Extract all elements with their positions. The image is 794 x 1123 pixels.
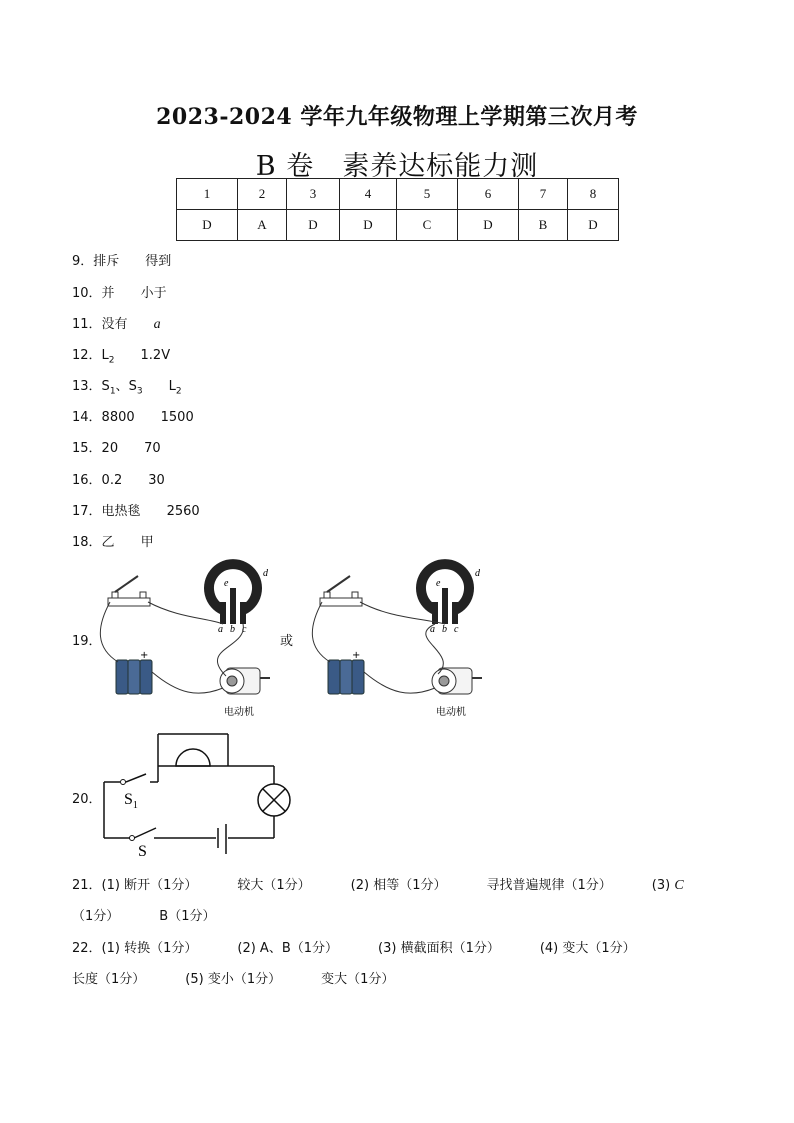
or-label: 或 xyxy=(280,634,294,649)
answer-text: 并 xyxy=(101,286,115,301)
question-number: 11． xyxy=(72,317,102,332)
answer-line-21 xyxy=(72,874,684,894)
svg-text:a: a xyxy=(218,624,223,635)
svg-text:a: a xyxy=(430,624,435,635)
table-cell: 8 xyxy=(568,179,619,210)
answer-text: 1500 xyxy=(160,410,194,425)
svg-text:电动机: 电动机 xyxy=(436,707,466,718)
switch-icon xyxy=(320,576,362,606)
table-cell: D xyxy=(340,210,397,241)
answer-text: $L_2$ xyxy=(168,379,182,397)
answer-line-17 xyxy=(72,500,200,519)
answer-text: 21．(1) 断开（1分） xyxy=(72,878,198,893)
answer-line-21b xyxy=(72,905,215,924)
answer-table xyxy=(176,178,619,241)
answer-line-12 xyxy=(72,344,170,366)
question-number: 14． xyxy=(72,410,102,425)
table-cell: 7 xyxy=(519,179,568,210)
circuit-figure-1 xyxy=(98,558,278,718)
answer-text: 22．(1) 转换（1分） xyxy=(72,941,198,956)
svg-text:+: + xyxy=(352,650,361,661)
potentiometer-icon xyxy=(421,564,481,635)
table-cell: D xyxy=(458,210,519,241)
answer-text: 排斥 xyxy=(93,254,120,269)
svg-text:电动机: 电动机 xyxy=(224,707,254,718)
question-number: 15． xyxy=(72,441,102,456)
answer-text: （1分） xyxy=(72,909,120,924)
lamp-icon xyxy=(258,784,290,816)
answer-text: 70 xyxy=(144,441,161,456)
table-cell: 6 xyxy=(458,179,519,210)
answer-line-18 xyxy=(72,531,154,550)
table-cell: B xyxy=(519,210,568,241)
page-subtitle: B 卷 素养达标能力测 xyxy=(255,151,539,182)
answer-text: (2) A、B（1分） xyxy=(237,941,339,956)
motor-icon xyxy=(432,668,482,718)
answer-text: 小于 xyxy=(140,286,167,301)
battery-icon xyxy=(116,650,152,694)
question-number: 19． xyxy=(72,634,102,649)
question-number: 12． xyxy=(72,348,102,363)
question-number: 13． xyxy=(72,379,102,394)
battery-icon xyxy=(328,650,364,694)
circuit-diagram-20 xyxy=(98,728,310,862)
answer-line-9 xyxy=(72,250,171,269)
answer-text: 1.2V xyxy=(140,348,171,363)
answer-text: 电热毯 xyxy=(101,504,141,519)
battery-symbol-icon xyxy=(218,824,226,854)
svg-text:b: b xyxy=(230,624,235,635)
answer-text: 寻找普遍规律（1分） xyxy=(486,878,612,893)
table-cell: 1 xyxy=(177,179,238,210)
answer-line-10 xyxy=(72,282,167,301)
answer-text: 得到 xyxy=(145,254,172,269)
question-number: 10． xyxy=(72,286,102,301)
svg-text:d: d xyxy=(263,568,268,579)
answer-line-14 xyxy=(72,406,194,425)
answer-text: 较大（1分） xyxy=(237,878,311,893)
answer-text: 甲 xyxy=(140,535,154,550)
answer-line-13 xyxy=(72,375,182,397)
answer-text: (4) 变大（1分） xyxy=(539,941,636,956)
answer-line-11 xyxy=(72,313,161,333)
answer-line-22 xyxy=(72,937,636,956)
question-number: 18． xyxy=(72,535,102,550)
answer-text: B（1分） xyxy=(159,909,216,924)
table-cell: D xyxy=(568,210,619,241)
table-row-answers xyxy=(177,210,619,241)
svg-text:e: e xyxy=(224,578,229,589)
answer-text: 没有 xyxy=(101,317,128,332)
table-cell: 2 xyxy=(238,179,287,210)
question-number: 17． xyxy=(72,504,102,519)
potentiometer-icon xyxy=(209,564,269,635)
answer-text: 0.2 xyxy=(101,473,123,488)
answer-text: $L_2$ xyxy=(101,348,115,366)
question-number: 9． xyxy=(72,254,94,269)
answer-line-16 xyxy=(72,469,165,488)
table-cell: D xyxy=(287,210,340,241)
table-cell: 5 xyxy=(397,179,458,210)
circuit-figure-2 xyxy=(310,558,490,718)
answer-text: 30 xyxy=(148,473,165,488)
answer-text: 乙 xyxy=(101,535,115,550)
answer-text: C xyxy=(674,878,684,893)
svg-text:c: c xyxy=(242,624,247,635)
answer-line-15 xyxy=(72,437,161,456)
answer-text: (3) xyxy=(651,878,671,893)
table-row-numbers xyxy=(177,179,619,210)
answer-text: 2560 xyxy=(166,504,200,519)
switch-icon xyxy=(108,576,150,606)
svg-text:c: c xyxy=(454,624,459,635)
answer-text: 20 xyxy=(101,441,119,456)
svg-text:d: d xyxy=(475,568,480,579)
svg-text:e: e xyxy=(436,578,441,589)
answer-text: 8800 xyxy=(101,410,135,425)
svg-text:b: b xyxy=(442,624,447,635)
answer-text: a xyxy=(153,317,161,332)
question-number: 16． xyxy=(72,473,102,488)
motor-icon xyxy=(220,668,270,718)
answer-text: (5) 变小（1分） xyxy=(185,972,282,987)
table-cell: 4 xyxy=(340,179,397,210)
answer-text: $S_1$、$S_3$ xyxy=(101,379,143,397)
table-cell: 3 xyxy=(287,179,340,210)
svg-text:+: + xyxy=(140,650,149,661)
answer-text: 长度（1分） xyxy=(72,972,146,987)
table-cell: A xyxy=(238,210,287,241)
s1-label: $S_1$ xyxy=(124,791,138,811)
answer-line-22b xyxy=(72,968,394,987)
s-label: S xyxy=(138,843,147,860)
answer-text: (2) 相等（1分） xyxy=(350,878,447,893)
page-title: 2023-2024 学年九年级物理上学期第三次月考 xyxy=(156,104,638,130)
answer-text: 变大（1分） xyxy=(321,972,395,987)
bell-icon xyxy=(172,749,214,766)
table-cell: D xyxy=(177,210,238,241)
table-cell: C xyxy=(397,210,458,241)
answer-text: (3) 横截面积（1分） xyxy=(378,941,500,956)
question-number: 20． xyxy=(72,792,102,807)
